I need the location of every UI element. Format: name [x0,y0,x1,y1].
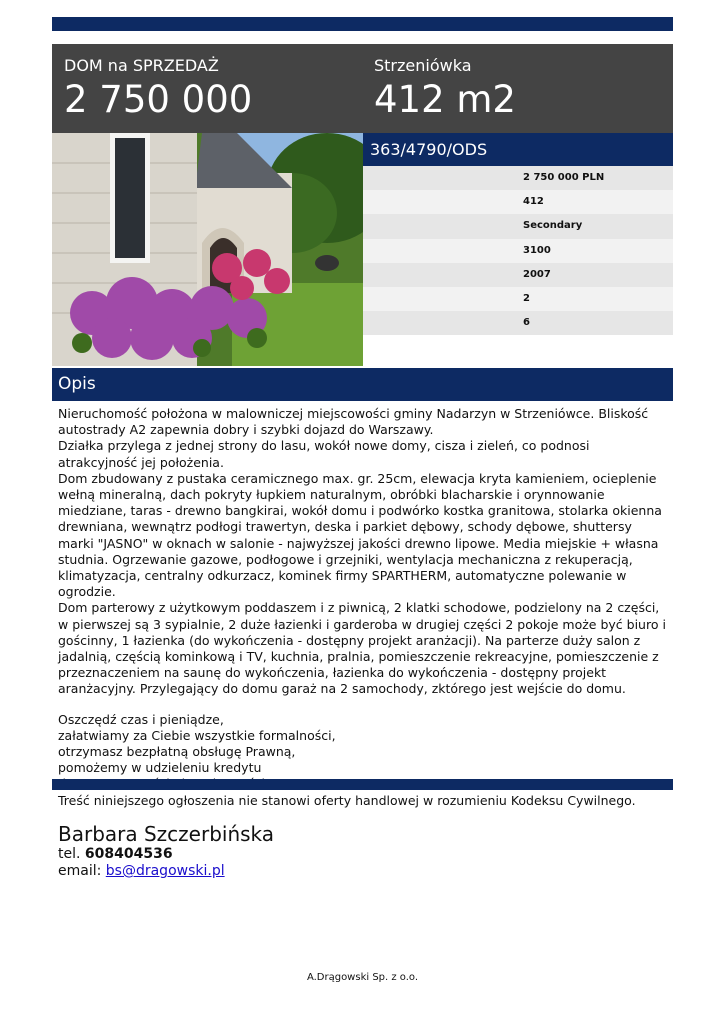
param-year: 2007 [363,263,673,287]
param-plot: 3100 [363,239,673,263]
offer-line: pomożemy w udzieleniu kredytu [58,760,262,776]
email-label: email: [58,863,102,879]
param-rooms: 6 [363,311,673,335]
reference-number: 363/4790/ODS [363,133,673,166]
description-heading: Opis [52,368,673,401]
price-value: 2 750 000 [64,78,253,121]
property-type-label: DOM na SPRZEDAŻ [64,56,219,75]
area-value: 412 m2 [374,78,516,121]
agent-name: Barbara Szczerbińska [58,822,275,846]
agent-contact [58,822,274,880]
footer-company: A.Drągowski Sp. z o.o. [306,972,419,983]
phone-number: 608404536 [84,846,173,862]
header-right [374,56,516,122]
offer-line: Oszczędź czas i pieniądze, [58,711,224,727]
listing-header [52,44,673,133]
param-area: 412 [363,190,673,214]
description-paragraph: Dom parterowy z użytkowym poddaszem i z piwnicą, 2 klatki schodowe, podzielony na 2 części, w pierwszej są 3 sypialnie, 2 duże łazienki i garderoba w drugiej części 2 pokoje może być biuro i gościnny, 1 łazienka (do wykończenia - dostępny projekt aranżacji). Na parterze duży salon z jadalnią, częścią kominkową i TV, kuchnia, pralnia, pomieszczenie rekreacyjne, pomieszczenie z przeznaczeniem na saunę do wykończenia, łazienka do wykończenia - dostępny projekt aranżacyjny. Przylegający do domu garaż na 2 samochody, zktórego jest wejście do domu. [58,600,666,697]
param-market: Secondary [363,214,673,238]
description-body [58,406,670,809]
agent-phone-line [58,846,274,863]
agent-email-line [58,863,274,880]
header-left [64,56,252,122]
description-paragraph: Dom zbudowany z pustaka ceramicznego max. gr. 25cm, elewacja kryta kamieniem, ocieplenie wełną mineralną, dach pokryty łupkiem naturalnym, obróbki blacharskie i orynnowanie miedziane, taras - drewno bangkirai, wokół domu i podwórko kostka granitowa, stolarka okienna drewniana, wewnątrz podłogi trawertyn, deska i parkiet dębowy, schody dębowe, shuttersy marki "JASNO" w oknach w salonie - najwyższej jakości drewno lipowe. Media miejskie + własna studnia. Ogrzewanie gazowe, podłogowe i grzejniki, wentylacja mechaniczna z rekuperacją, klimatyzacja, centralny odkurzacz, kominek firmy SPARTHERM, automatyczne polewanie w ogrodzie. [58,470,662,600]
bottom-band [52,779,673,790]
params-table [363,166,673,335]
email-link[interactable]: bs@dragowski.pl [105,863,225,879]
offer-line: otrzymasz bezpłatną obsługę Prawną, [58,744,296,760]
disclaimer-line: Treść niniejszego ogłoszenia nie stanowi oferty handlowej w rozumieniu Kodeksu Cywilnego. [58,792,636,808]
param-floors: 2 [363,287,673,311]
property-photo [52,133,363,366]
spacer [58,698,670,712]
top-band [52,17,673,31]
param-price: 2 750 000 PLN [363,166,673,190]
location-label: Strzeniówka [374,56,472,75]
description-paragraph: Nieruchomość położona w malowniczej miejscowości gminy Nadarzyn w Strzeniówce. Bliskość autostrady A2 zapewnia dobry i szybki dojazd do Warszawy. [58,406,649,438]
offer-line: załatwiamy za Ciebie wszystkie formalności, [58,727,336,743]
description-paragraph: Działka przylega z jednej strony do lasu, wokół nowe domy, cisza i zieleń, co podnosi atrakcyjność jej położenia. [58,438,590,470]
phone-label: tel. [58,846,81,862]
